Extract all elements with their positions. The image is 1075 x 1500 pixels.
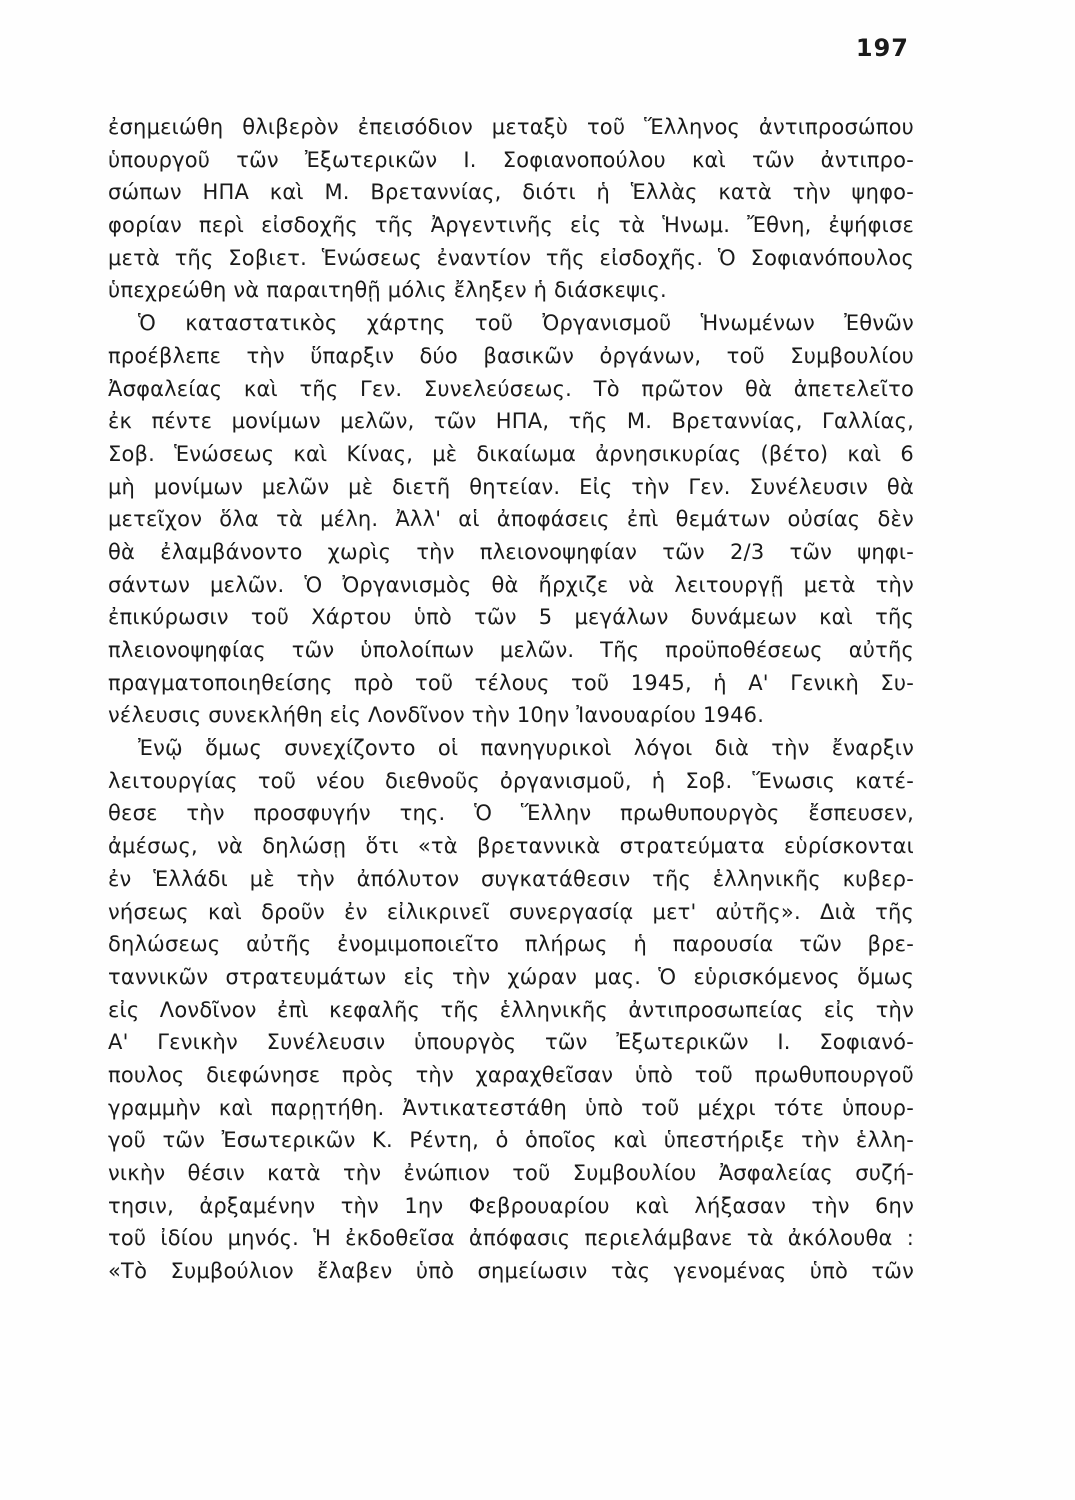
text-line: Ὁ καταστατικὸς χάρτης τοῦ Ὀργανισμοῦ Ἡνωμένων Ἐθνῶν bbox=[138, 311, 914, 336]
text-line: ἐπικύρωσιν τοῦ Χάρτου ὑπὸ τῶν 5 μεγάλων δυνάμεων καὶ τῆς bbox=[108, 605, 914, 630]
text-line: θεσε τὴν προσφυγήν της. Ὁ Ἕλλην πρωθυπουργὸς ἔσπευσεν, bbox=[108, 801, 914, 826]
text-line: Ἀσφαλείας καὶ τῆς Γεν. Συνελεύσεως. Τὸ πρῶτον θὰ ἀπετελεῖτο bbox=[108, 376, 914, 401]
text-line: πραγματοποιηθείσης πρὸ τοῦ τέλους τοῦ 1945, ἡ Α' Γενικὴ Συ- bbox=[108, 670, 914, 695]
text-line: Σοβ. Ἑνώσεως καὶ Κίνας, μὲ δικαίωμα ἀρνησικυρίας (βέτο) καὶ 6 bbox=[108, 441, 914, 466]
text-line: θὰ ἐλαμβάνοντο χωρὶς τὴν πλειονοψηφίαν τῶν 2/3 τῶν ψηφι- bbox=[108, 539, 914, 564]
text-line: δηλώσεως αὐτῆς ἐνομιμοποιεῖτο πλήρως ἡ παρουσία τῶν βρε- bbox=[108, 932, 914, 957]
text-line: ταννικῶν στρατευμάτων εἰς τὴν χώραν μας. Ὁ εὑρισκόμενος ὅμως bbox=[108, 964, 914, 989]
text-line: μετεῖχον ὅλα τὰ μέλη. Ἀλλ' αἱ ἀποφάσεις ἐπὶ θεμάτων οὐσίας δὲν bbox=[108, 507, 914, 532]
text-line: νικὴν θέσιν κατὰ τὴν ἐνώπιον τοῦ Συμβουλίου Ἀσφαλείας συζή- bbox=[108, 1161, 914, 1185]
text-line: νέλευσις συνεκλήθη εἰς Λονδῖνον τὴν 10ην Ἰανουαρίου 1946. bbox=[108, 703, 765, 728]
text-line: ἐκ πέντε μονίμων μελῶν, τῶν ΗΠΑ, τῆς Μ. Βρεταννίας, Γαλλίας, bbox=[108, 409, 914, 434]
text-line: εἰς Λονδῖνον ἐπὶ κεφαλῆς τῆς ἑλληνικῆς ἀντιπροσωπείας εἰς τὴν bbox=[108, 997, 914, 1022]
text-line: ἐσημειώθη θλιβερὸν ἐπεισόδιον μεταξὺ τοῦ Ἕλληνος ἀντιπροσώπου bbox=[108, 115, 914, 139]
text-line: γραμμὴν καὶ παρῃτήθη. Ἀντικατεστάθη ὑπὸ τοῦ μέχρι τότε ὑπουρ- bbox=[108, 1095, 914, 1120]
text-line: Ἐνῷ ὅμως συνεχίζοντο οἱ πανηγυρικοὶ λόγοι διὰ τὴν ἔναρξιν bbox=[138, 736, 914, 761]
text-line: προέβλεπε τὴν ὕπαρξιν δύο βασικῶν ὀργάνων, τοῦ Συμβουλίου bbox=[108, 343, 914, 368]
page-number: 197 bbox=[855, 34, 909, 62]
text-line: Α' Γενικὴν Συνέλευσιν ὑπουργὸς τῶν Ἐξωτερικῶν Ι. Σοφιανό- bbox=[108, 1030, 914, 1055]
text-line: τοῦ ἰδίου μηνός. Ἡ ἐκδοθεῖσα ἀπόφασις περιελάμβανε τὰ ἀκόλουθα : bbox=[108, 1226, 914, 1251]
text-line: φορίαν περὶ εἰσδοχῆς τῆς Ἀργεντινῆς εἰς τὰ Ἡνωμ. Ἔθνη, ἐψήφισε bbox=[108, 213, 914, 238]
text-line: σώπων ΗΠΑ καὶ Μ. Βρεταννίας, διότι ἡ Ἑλλὰς κατὰ τὴν ψηφο- bbox=[108, 180, 914, 205]
text-line: λειτουργίας τοῦ νέου διεθνοῦς ὀργανισμοῦ, ἡ Σοβ. Ἕνωσις κατέ- bbox=[108, 768, 914, 793]
text-line: γοῦ τῶν Ἐσωτερικῶν Κ. Ρέντη, ὁ ὁποῖος καὶ ὑπεστήριξε τὴν ἑλλη- bbox=[108, 1128, 914, 1153]
text-line: ὑπουργοῦ τῶν Ἐξωτερικῶν Ι. Σοφιανοπούλου καὶ τῶν ἀντιπρο- bbox=[108, 147, 914, 172]
text-line: μετὰ τῆς Σοβιετ. Ἑνώσεως ἐναντίον τῆς εἰσδοχῆς. Ὁ Σοφιανόπουλος bbox=[108, 245, 914, 270]
text-line: ἀμέσως, νὰ δηλώσῃ ὅτι «τὰ βρεταννικὰ στρατεύματα εὑρίσκονται bbox=[108, 834, 914, 859]
body-text bbox=[108, 111, 914, 1288]
text-line: μὴ μονίμων μελῶν μὲ διετῆ θητείαν. Εἰς τὴν Γεν. Συνέλευσιν θὰ bbox=[108, 474, 914, 499]
text-line: σάντων μελῶν. Ὁ Ὀργανισμὸς θὰ ἤρχιζε νὰ λειτουργῇ μετὰ τὴν bbox=[108, 572, 914, 597]
text-line: ὑπεχρεώθη νὰ παραιτηθῇ μόλις ἔληξεν ἡ διάσκεψις. bbox=[108, 278, 667, 303]
text-line: ἐν Ἑλλάδι μὲ τὴν ἀπόλυτον συγκατάθεσιν τῆς ἑλληνικῆς κυβερ- bbox=[108, 866, 914, 891]
text-line: τησιν, ἀρξαμένην τὴν 1ην Φεβρουαρίου καὶ λήξασαν τὴν 6ην bbox=[108, 1193, 914, 1218]
text-line: πουλος διεφώνησε πρὸς τὴν χαραχθεῖσαν ὑπὸ τοῦ πρωθυπουργοῦ bbox=[108, 1062, 914, 1087]
text-line: νήσεως καὶ δροῦν ἐν εἰλικρινεῖ συνεργασίᾳ μετ' αὐτῆς». Διὰ τῆς bbox=[108, 899, 914, 924]
text-line: «Τὸ Συμβούλιον ἔλαβεν ὑπὸ σημείωσιν τὰς γενομένας ὑπὸ τῶν bbox=[108, 1259, 914, 1284]
text-line: πλειονοψηφίας τῶν ὑπολοίπων μελῶν. Τῆς προϋποθέσεως αὐτῆς bbox=[108, 638, 914, 662]
